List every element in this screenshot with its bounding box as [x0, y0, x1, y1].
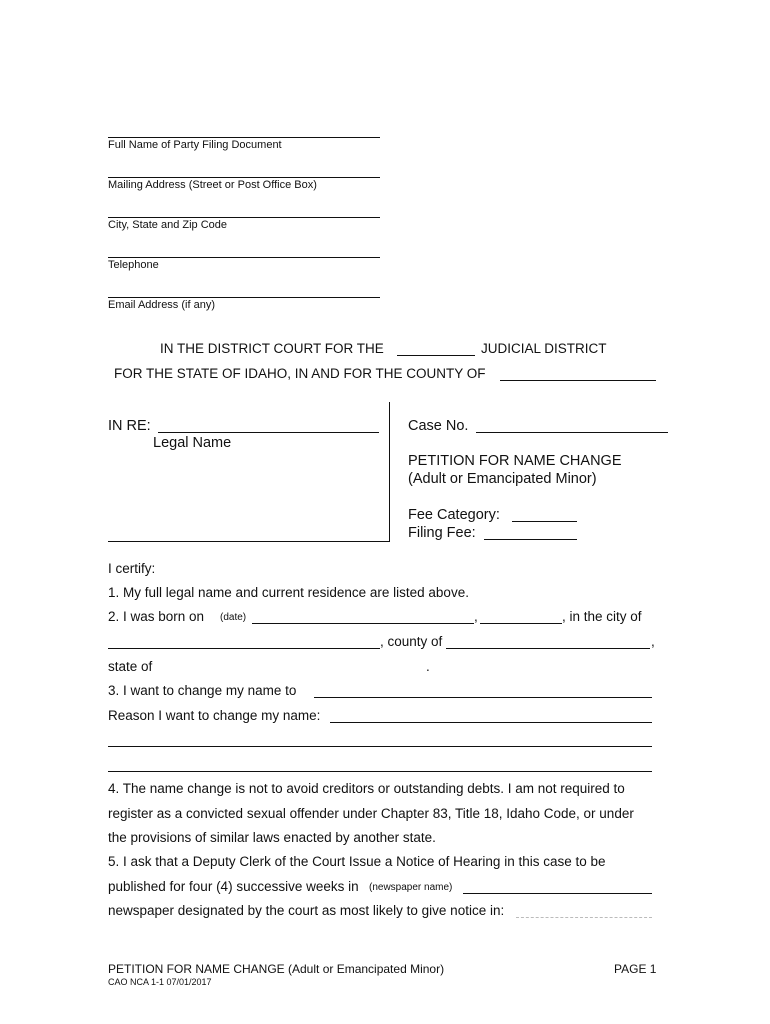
- mailing-address-label: Mailing Address (Street or Post Office Box): [108, 179, 317, 191]
- fee-category-line[interactable]: [512, 521, 577, 522]
- state-period: .: [426, 659, 430, 674]
- county-blank[interactable]: [500, 380, 656, 381]
- court-line1-end: JUDICIAL DISTRICT: [481, 341, 607, 356]
- email-label: Email Address (if any): [108, 299, 215, 311]
- full-name-label: Full Name of Party Filing Document: [108, 139, 282, 151]
- case-no-label: Case No.: [408, 418, 469, 434]
- item-5-line-2: published for four (4) successive weeks in: [108, 879, 359, 894]
- reason-line-2[interactable]: [108, 746, 652, 747]
- county-comma: ,: [651, 634, 655, 649]
- filing-fee-label: Filing Fee:: [408, 525, 476, 541]
- footer-title: PETITION FOR NAME CHANGE (Adult or Emancipated Minor): [108, 962, 445, 976]
- item-5-line-3: newspaper designated by the court as most likely to give notice in:: [108, 903, 505, 918]
- legal-name-label: Legal Name: [153, 435, 232, 451]
- form-id: CAO NCA 1-1 07/01/2017: [108, 977, 212, 987]
- item-3: 3. I want to change my name to: [108, 683, 297, 698]
- judicial-district-blank[interactable]: [397, 355, 475, 356]
- designated-newspaper-line[interactable]: [516, 917, 652, 918]
- reason-line-1[interactable]: [330, 722, 652, 723]
- date-hint: (date): [220, 612, 247, 623]
- certify-heading: I certify:: [108, 561, 156, 576]
- item-2-comma: ,: [474, 609, 478, 624]
- reason-label: Reason I want to change my name:: [108, 708, 321, 723]
- filing-fee-line[interactable]: [484, 539, 577, 540]
- city-state-zip-label: City, State and Zip Code: [108, 219, 228, 231]
- petition-subtitle: (Adult or Emancipated Minor): [408, 471, 597, 487]
- birth-year-line[interactable]: [480, 623, 562, 624]
- newspaper-hint: (newspaper name): [369, 882, 453, 893]
- case-no-line[interactable]: [476, 432, 668, 433]
- fee-category-label: Fee Category:: [408, 507, 500, 523]
- in-re-name-line[interactable]: [158, 432, 379, 433]
- item-2-start: 2. I was born on: [108, 609, 205, 624]
- newspaper-name-line[interactable]: [463, 893, 652, 894]
- birth-city-line[interactable]: [108, 648, 380, 649]
- reason-line-3[interactable]: [108, 771, 652, 772]
- item-4-line-2: register as a convicted sexual offender under Chapter 83, Title 18, Idaho Code, or under: [108, 806, 634, 821]
- birth-date-line[interactable]: [252, 623, 474, 624]
- telephone-line[interactable]: [108, 257, 380, 258]
- caption-bottom-rule: [108, 541, 389, 542]
- item-4-line-3: the provisions of similar laws enacted by another state.: [108, 830, 436, 845]
- item-2-city-label: , in the city of: [562, 609, 642, 624]
- email-line[interactable]: [108, 297, 380, 298]
- page-number: PAGE 1: [614, 962, 657, 976]
- court-line2: FOR THE STATE OF IDAHO, IN AND FOR THE COUNTY OF: [114, 366, 486, 381]
- caption-vertical-rule: [389, 402, 390, 542]
- city-state-zip-line[interactable]: [108, 217, 380, 218]
- item-1: 1. My full legal name and current residence are listed above.: [108, 585, 469, 600]
- item-5-line-1: 5. I ask that a Deputy Clerk of the Court Issue a Notice of Hearing in this case to be: [108, 854, 606, 869]
- item-4-line-1: 4. The name change is not to avoid creditors or outstanding debts. I am not required to: [108, 781, 625, 796]
- mailing-address-line[interactable]: [108, 177, 380, 178]
- court-line1-start: IN THE DISTRICT COURT FOR THE: [160, 341, 384, 356]
- petition-title: PETITION FOR NAME CHANGE: [408, 453, 622, 469]
- full-name-line[interactable]: [108, 137, 380, 138]
- birth-county-line[interactable]: [446, 648, 650, 649]
- telephone-label: Telephone: [108, 259, 159, 271]
- in-re-label: IN RE:: [108, 418, 151, 434]
- county-label: , county of: [380, 634, 443, 649]
- state-of-label: state of: [108, 659, 153, 674]
- new-name-line[interactable]: [314, 697, 652, 698]
